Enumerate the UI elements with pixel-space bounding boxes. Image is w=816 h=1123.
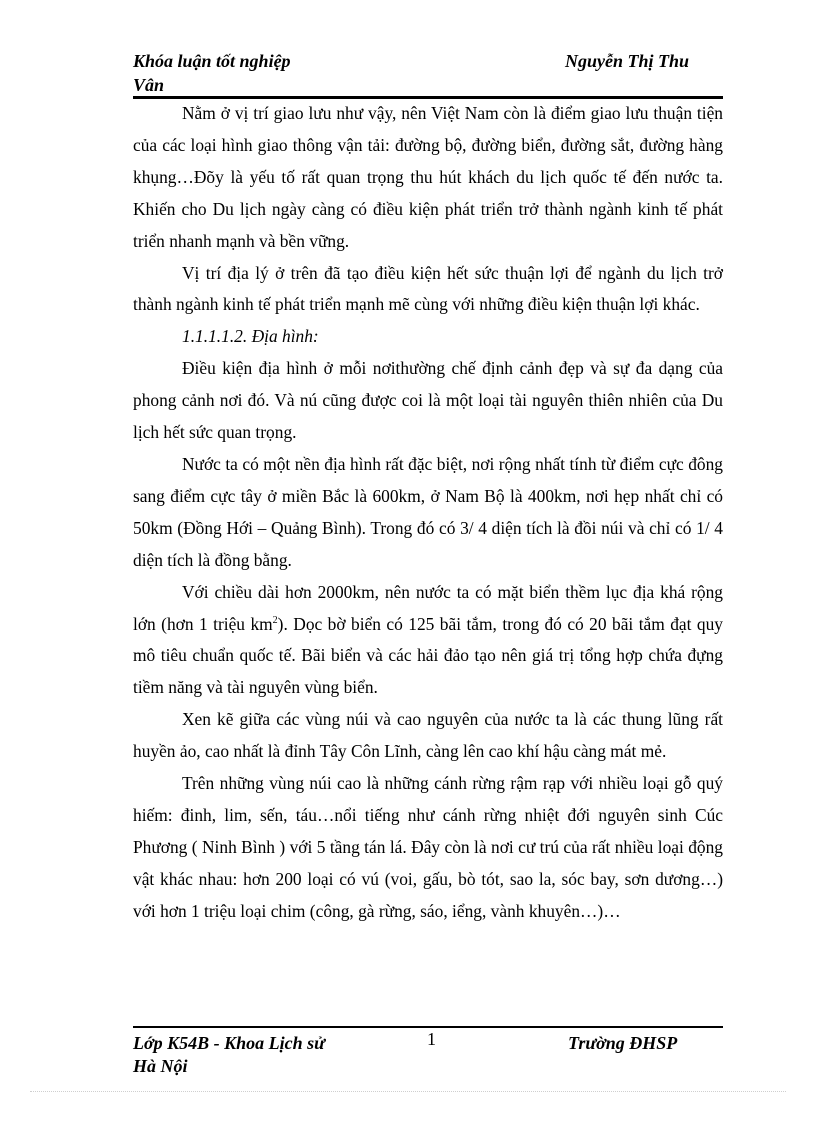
- header-author: Nguyễn Thị Thu: [565, 51, 690, 71]
- paragraph-text: Với chiều dài hơn 2000km, nên nước ta có mặt biển thềm lục địa khá rộng lớn (hơn 1 triệu km: [133, 581, 723, 634]
- page-edge-divider: [30, 1091, 786, 1092]
- paragraph: Vị trí địa lý ở trên đã tạo điều kiện hết sức thuận lợi để ngành du lịch trở thành ngành kinh tế phát triển mạnh mẽ cùng với những điều kiện thuận lợi khác.: [133, 262, 723, 315]
- footer-class-continued: Hà Nội: [133, 1056, 188, 1076]
- page-body: [133, 98, 723, 928]
- paragraph: Trên những vùng núi cao là những cánh rừng rậm rạp với nhiều loại gỗ quý hiếm: đinh, lim, sến, táu…nổi tiếng như cánh rừng nhiệt đới nguyên sinh Cúc Phương ( Ninh Bình ) với 5 tầng tán lá. Đây còn là nơi cư trú của rất nhiều loại động vật khác nhau: hơn 200 loại có vú (voi, gấu, bò tót, sao la, sóc bay, sơn dương…) với hơn 1 triệu loại chim (công, gà rừng, sáo, iểng, vành khuyên…)…: [133, 773, 723, 921]
- paragraph: Xen kẽ giữa các vùng núi và cao nguyên của nước ta là các thung lũng rất huyền ảo, cao nhất là đỉnh Tây Côn Lĩnh, càng lên cao khí hậu càng mát mẻ.: [133, 709, 723, 762]
- page-number: 1: [427, 1029, 436, 1049]
- paragraph-text: ). Dọc bờ biển có 125 bãi tắm, trong đó có 20 bãi tắm đạt quy mô tiêu chuẩn quốc tế. Bãi biển và các hải đảo tạo nên giá trị tổng hợp chứa đựng tiềm năng và tài nguyên vùng biển.: [133, 613, 724, 698]
- paragraph: [133, 577, 723, 705]
- paragraph: Điều kiện địa hình ở mỗi nơithường chế định cảnh đẹp và sự đa dạng của phong cảnh nơi đó. Và nú cũng được coi là một loại tài nguyên thiên nhiên của Du lịch hết sức quan trọng.: [133, 358, 723, 443]
- footer-class: Lớp K54B - Khoa Lịch sử: [133, 1033, 325, 1053]
- header-title-continued: Vân: [133, 75, 165, 95]
- section-heading: 1.1.1.1.2. Địa hình:: [182, 326, 319, 347]
- header-title: Khóa luận tốt nghiệp: [133, 51, 291, 71]
- superscript: 2: [272, 614, 278, 626]
- paragraph: Nước ta có một nền địa hình rất đặc biệt, nơi rộng nhất tính từ điểm cực đông sang điểm cực tây ở miền Bắc là 600km, ở Nam Bộ là 400km, nơi hẹp nhất chỉ có 50km (Đồng Hới – Quảng Bình). Trong đó có 3/ 4 diện tích là đồi núi và chỉ có 1/ 4 diện tích là đồng bằng.: [133, 453, 723, 570]
- paragraph: Nằm ở vị trí giao lưu như vậy, nên Việt Nam còn là điểm giao lưu thuận tiện của các loại hình giao thông vận tải: đường bộ, đường biển, đường sắt, đường hàng khụng…Đõy là yếu tố rất quan trọng thu hút khách du lịch quốc tế đến nước ta. Khiến cho Du lịch ngày càng có điều kiện phát triển trở thành ngành kinh tế phát triển nhanh mạnh và bền vững.: [133, 103, 723, 251]
- footer-school: Trường ĐHSP: [568, 1033, 678, 1053]
